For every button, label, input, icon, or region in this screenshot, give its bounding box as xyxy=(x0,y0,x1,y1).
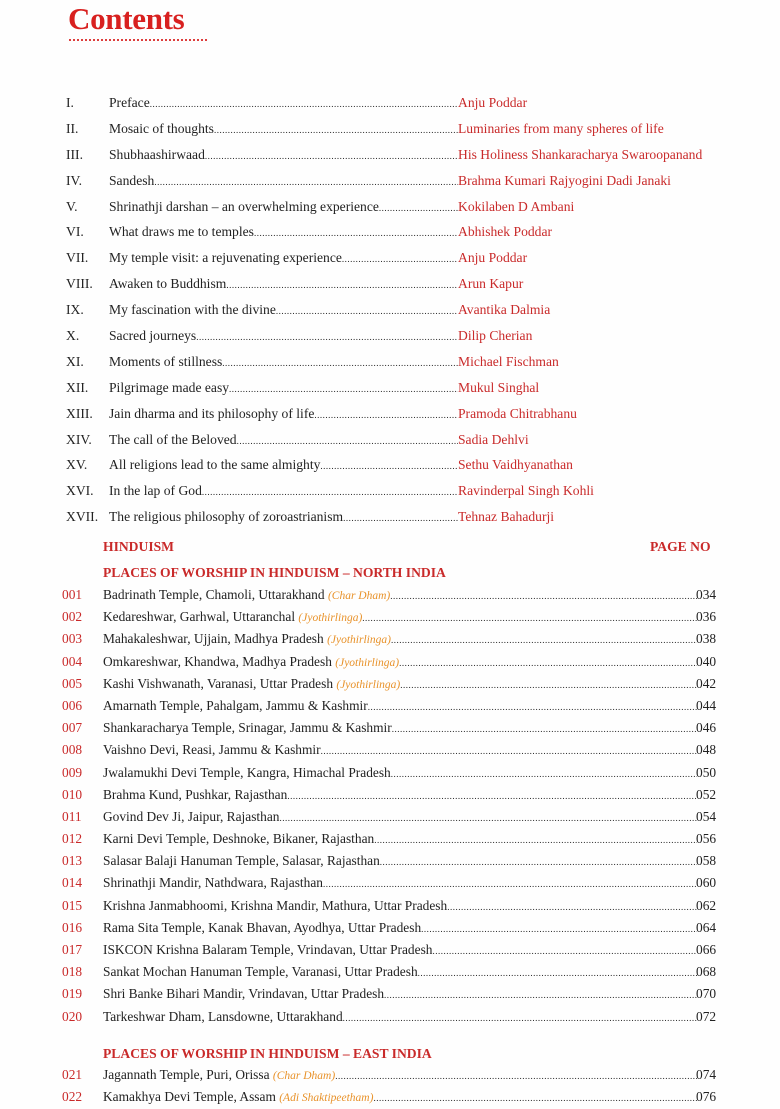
foreword-title-text: The call of the Beloved xyxy=(109,431,237,447)
entry-title xyxy=(103,762,697,785)
entry-page-number: 036 xyxy=(696,609,717,625)
entry-page-number: 054 xyxy=(696,808,717,824)
entry-code: 016 xyxy=(62,919,83,935)
toc-entry xyxy=(62,762,722,784)
foreword-title xyxy=(109,90,458,118)
entry-title-text: ISKCON Krishna Balaram Temple, Vrindavan, Uttar Pradesh xyxy=(103,942,433,957)
entry-code: 012 xyxy=(62,831,83,847)
entry-title-text: Shri Banke Bihari Mandir, Vrindavan, Uttar Pradesh xyxy=(103,986,385,1002)
foreword-row xyxy=(66,168,746,194)
foreword-row xyxy=(66,219,746,245)
entry-title-text: Vaishno Devi, Reasi, Jammu & Kashmir xyxy=(103,742,321,758)
entry-title-text: Sankat Mochan Hanuman Temple, Varanasi, Uttar Pradesh xyxy=(103,964,418,980)
entry-code: 018 xyxy=(62,964,83,980)
toc-entry xyxy=(62,673,722,695)
entry-code: 008 xyxy=(62,742,83,758)
entry-code: 014 xyxy=(62,875,83,891)
foreword-title-text: Awaken to Buddhism xyxy=(109,276,227,292)
entry-page-number: 074 xyxy=(696,1067,717,1082)
foreword-title xyxy=(109,219,458,247)
foreword-title-text: My fascination with the divine xyxy=(109,302,276,318)
foreword-author: Luminaries from many spheres of life xyxy=(458,120,664,136)
foreword-number: XVI. xyxy=(66,483,94,499)
entry-code: 007 xyxy=(62,720,83,736)
entry-title-text: Shankaracharya Temple, Srinagar, Jammu & Kashmir xyxy=(103,720,392,736)
foreword-author: Michael Fischman xyxy=(458,353,559,369)
foreword-title-text: Moments of stillness xyxy=(109,353,223,369)
entry-page-number: 034 xyxy=(696,587,717,602)
entry-title xyxy=(103,784,697,807)
foreword-title-text: Mosaic of thoughts xyxy=(109,120,214,136)
foreword-title xyxy=(109,142,458,170)
entry-page-number: 066 xyxy=(696,942,717,957)
entry-title-text: Kedareshwar, Garhwal, Uttaranchal xyxy=(103,609,296,625)
foreword-row xyxy=(66,427,746,453)
section-heading-hinduism: HINDUISM xyxy=(103,539,174,554)
entry-title xyxy=(103,628,697,651)
foreword-row xyxy=(66,194,746,220)
page-number-column-heading: PAGE NO xyxy=(650,539,711,554)
entry-title xyxy=(103,872,697,895)
toc-entry xyxy=(62,784,722,806)
foreword-row xyxy=(66,142,746,168)
entry-code: 011 xyxy=(62,808,82,824)
foreword-title xyxy=(109,194,458,222)
toc-entry xyxy=(62,961,722,983)
foreword-title-text: Jain dharma and its philosophy of life xyxy=(109,405,315,421)
entry-page-number: 052 xyxy=(696,786,717,802)
subsection-heading-north-india: PLACES OF WORSHIP IN HINDUISM – NORTH INDIA xyxy=(103,565,446,580)
entry-title xyxy=(103,584,697,607)
foreword-author: Mukul Singhal xyxy=(458,379,540,395)
entry-page-number: 050 xyxy=(696,764,717,780)
entry-title xyxy=(103,695,697,718)
foreword-title xyxy=(109,375,458,403)
foreword-row xyxy=(66,401,746,427)
toc-entry xyxy=(62,717,722,739)
foreword-author: Arun Kapur xyxy=(458,276,524,292)
foreword-row xyxy=(66,271,746,297)
foreword-title xyxy=(109,323,458,351)
foreword-title xyxy=(109,452,458,480)
entry-code: 001 xyxy=(62,587,83,602)
entry-title-text: Salasar Balaji Hanuman Temple, Salasar, Rajasthan xyxy=(103,853,380,869)
entry-page-number: 068 xyxy=(696,964,717,980)
entry-page-number: 048 xyxy=(696,742,717,758)
foreword-row xyxy=(66,245,746,271)
toc-entry xyxy=(62,584,722,606)
toc-entry xyxy=(62,917,722,939)
entry-code: 015 xyxy=(62,897,83,913)
foreword-title-text: Sandesh xyxy=(109,172,155,188)
title-underline xyxy=(68,38,208,42)
foreword-number: III. xyxy=(66,146,83,162)
foreword-number: VIII. xyxy=(66,276,93,292)
foreword-number: XI. xyxy=(66,353,84,369)
entry-code: 013 xyxy=(62,853,83,869)
entry-title-text: Krishna Janmabhoomi, Krishna Mandir, Mathura, Uttar Pradesh xyxy=(103,897,448,913)
foreword-number: XV. xyxy=(66,457,88,473)
entry-page-number: 044 xyxy=(696,697,717,713)
toc-entry xyxy=(62,695,722,717)
entry-title-text: Omkareshwar, Khandwa, Madhya Pradesh xyxy=(103,653,332,669)
foreword-number: IV. xyxy=(66,172,82,188)
foreword-row xyxy=(66,452,746,478)
foreword-list xyxy=(66,90,746,530)
foreword-number: V. xyxy=(66,198,78,214)
entry-page-number: 060 xyxy=(696,875,717,891)
entry-code: 020 xyxy=(62,1008,83,1024)
toc-entry xyxy=(62,651,722,673)
north-india-entries xyxy=(62,584,722,1028)
entry-page-number: 046 xyxy=(696,720,717,736)
entry-tag: (Adi Shaktipeetham) xyxy=(279,1092,374,1105)
foreword-title xyxy=(109,297,458,325)
foreword-author: Anju Poddar xyxy=(458,250,528,266)
entry-code: 002 xyxy=(62,609,83,625)
foreword-author: Anju Poddar xyxy=(458,95,528,110)
entry-title-text: Karni Devi Temple, Deshnoke, Bikaner, Rajasthan xyxy=(103,831,375,847)
entry-tag: (Jyothirlinga) xyxy=(327,634,391,647)
entry-code: 017 xyxy=(62,942,83,957)
foreword-title xyxy=(109,504,458,532)
foreword-title xyxy=(109,349,458,377)
toc-entry xyxy=(62,983,722,1005)
foreword-row xyxy=(66,323,746,349)
foreword-title-text: Preface xyxy=(109,95,150,110)
foreword-title-text: In the lap of God xyxy=(109,483,202,499)
entry-title-text: Jagannath Temple, Puri, Orissa xyxy=(103,1067,270,1082)
entry-title xyxy=(103,806,697,829)
foreword-author: Avantika Dalmia xyxy=(458,302,551,318)
toc-entry xyxy=(62,628,722,650)
entry-code: 019 xyxy=(62,986,83,1002)
entry-title xyxy=(103,1064,697,1087)
toc-entry xyxy=(62,872,722,894)
page-title: Contents xyxy=(68,1,185,36)
foreword-title-text: Shrinathji darshan – an overwhelming experience xyxy=(109,198,379,214)
entry-page-number: 038 xyxy=(696,631,717,647)
entry-title xyxy=(103,606,697,629)
foreword-number: XII. xyxy=(66,379,89,395)
toc-entry xyxy=(62,1086,722,1108)
entry-title-text: Kashi Vishwanath, Varanasi, Uttar Pradesh xyxy=(103,675,334,691)
entry-page-number: 040 xyxy=(696,653,717,669)
entry-title-text: Brahma Kund, Pushkar, Rajasthan xyxy=(103,786,288,802)
entry-tag: (Jyothirlinga) xyxy=(335,656,400,669)
toc-entry xyxy=(62,828,722,850)
entry-tag: (Jyothirlinga) xyxy=(336,678,401,691)
entry-page-number: 042 xyxy=(696,675,717,691)
entry-code: 009 xyxy=(62,764,83,780)
entry-tag: (Char Dham) xyxy=(327,590,391,602)
foreword-author: Tehnaz Bahadurji xyxy=(458,509,555,525)
foreword-row xyxy=(66,478,746,504)
entry-title xyxy=(103,895,697,918)
foreword-row xyxy=(66,116,746,142)
toc-entry xyxy=(62,806,722,828)
entry-title-text: Badrinath Temple, Chamoli, Uttarakhand xyxy=(103,587,325,602)
foreword-number: VI. xyxy=(66,224,84,240)
foreword-author: Kokilaben D Ambani xyxy=(458,198,575,214)
toc-entry xyxy=(62,606,722,628)
foreword-author: Sethu Vaidhyanathan xyxy=(458,457,573,473)
entry-code: 021 xyxy=(62,1067,83,1082)
foreword-number: XIV. xyxy=(66,431,92,447)
subsection-heading-east-india: PLACES OF WORSHIP IN HINDUISM – EAST INDIA xyxy=(103,1046,432,1061)
foreword-number: II. xyxy=(66,120,79,136)
entry-code: 022 xyxy=(62,1089,83,1105)
foreword-author: Ravinderpal Singh Kohli xyxy=(458,483,594,499)
entry-title-text: Jwalamukhi Devi Temple, Kangra, Himachal Pradesh xyxy=(103,764,391,780)
toc-entry xyxy=(62,1006,722,1028)
foreword-title xyxy=(109,271,458,299)
entry-title xyxy=(103,739,697,762)
foreword-row xyxy=(66,375,746,401)
entry-code: 006 xyxy=(62,697,83,713)
foreword-title xyxy=(109,168,458,196)
entry-title-text: Shrinathji Mandir, Nathdwara, Rajasthan xyxy=(103,875,323,891)
foreword-title xyxy=(109,427,458,455)
foreword-row xyxy=(66,297,746,323)
foreword-row xyxy=(66,504,746,530)
toc-entry xyxy=(62,895,722,917)
entry-title xyxy=(103,850,697,873)
east-india-entries xyxy=(62,1064,722,1108)
entry-title-text: Amarnath Temple, Pahalgam, Jammu & Kashmir xyxy=(103,697,368,713)
entry-code: 003 xyxy=(62,631,83,647)
foreword-number: XIII. xyxy=(66,405,93,421)
entry-page-number: 070 xyxy=(696,986,717,1002)
foreword-row xyxy=(66,90,746,116)
foreword-number: X. xyxy=(66,328,80,344)
foreword-number: I. xyxy=(66,95,74,110)
entry-page-number: 076 xyxy=(696,1089,717,1105)
entry-title-text: Kamakhya Devi Temple, Assam xyxy=(103,1089,276,1105)
foreword-title-text: All religions lead to the same almighty xyxy=(109,457,321,473)
entry-title xyxy=(103,1006,697,1029)
foreword-title xyxy=(109,116,458,144)
foreword-title xyxy=(109,478,458,506)
entry-title xyxy=(103,673,697,696)
foreword-title xyxy=(109,245,458,273)
entry-tag: (Char Dham) xyxy=(272,1070,336,1082)
entry-title xyxy=(103,828,697,851)
entry-page-number: 058 xyxy=(696,853,717,869)
entry-title-text: Mahakaleshwar, Ujjain, Madhya Pradesh xyxy=(103,631,324,647)
foreword-title-text: Sacred journeys xyxy=(109,328,197,344)
toc-entry xyxy=(62,1064,722,1086)
foreword-author: Sadia Dehlvi xyxy=(458,431,529,447)
entry-title xyxy=(103,983,697,1006)
foreword-number: IX. xyxy=(66,302,84,318)
entry-page-number: 056 xyxy=(696,831,717,847)
foreword-title-text: My temple visit: a rejuvenating experience xyxy=(109,250,342,266)
toc-entry xyxy=(62,850,722,872)
entry-title-text: Govind Dev Ji, Jaipur, Rajasthan xyxy=(103,808,280,824)
foreword-row xyxy=(66,349,746,375)
entry-code: 004 xyxy=(62,653,83,669)
foreword-author: Dilip Cherian xyxy=(458,328,533,344)
entry-title xyxy=(103,717,697,740)
foreword-title xyxy=(109,401,458,429)
entry-title xyxy=(103,939,697,962)
foreword-author: Abhishek Poddar xyxy=(458,224,553,240)
toc-entry xyxy=(62,939,722,961)
entry-title xyxy=(103,1086,697,1109)
entry-page-number: 062 xyxy=(696,897,717,913)
entry-title-text: Tarkeshwar Dham, Lansdowne, Uttarakhand xyxy=(103,1008,343,1024)
entry-title xyxy=(103,917,697,940)
foreword-title-text: What draws me to temples xyxy=(109,224,254,240)
entry-code: 005 xyxy=(62,675,83,691)
foreword-author: Pramoda Chitrabhanu xyxy=(458,405,577,421)
foreword-author: His Holiness Shankaracharya Swaroopanand xyxy=(458,146,703,162)
foreword-number: XVII. xyxy=(66,509,99,525)
toc-entry xyxy=(62,739,722,761)
foreword-author: Brahma Kumari Rajyogini Dadi Janaki xyxy=(458,172,671,188)
entry-tag: (Jyothirlinga) xyxy=(298,612,363,625)
entry-page-number: 064 xyxy=(696,919,717,935)
foreword-title-text: The religious philosophy of zoroastrianism xyxy=(109,509,344,525)
foreword-number: VII. xyxy=(66,250,89,266)
entry-title xyxy=(103,961,697,984)
entry-title-text: Rama Sita Temple, Kanak Bhavan, Ayodhya, Uttar Pradesh xyxy=(103,919,422,935)
entry-page-number: 072 xyxy=(696,1008,717,1024)
foreword-title-text: Shubhaashirwaad xyxy=(109,146,205,162)
foreword-title-text: Pilgrimage made easy xyxy=(109,379,230,395)
entry-code: 010 xyxy=(62,786,83,802)
entry-title xyxy=(103,651,697,674)
